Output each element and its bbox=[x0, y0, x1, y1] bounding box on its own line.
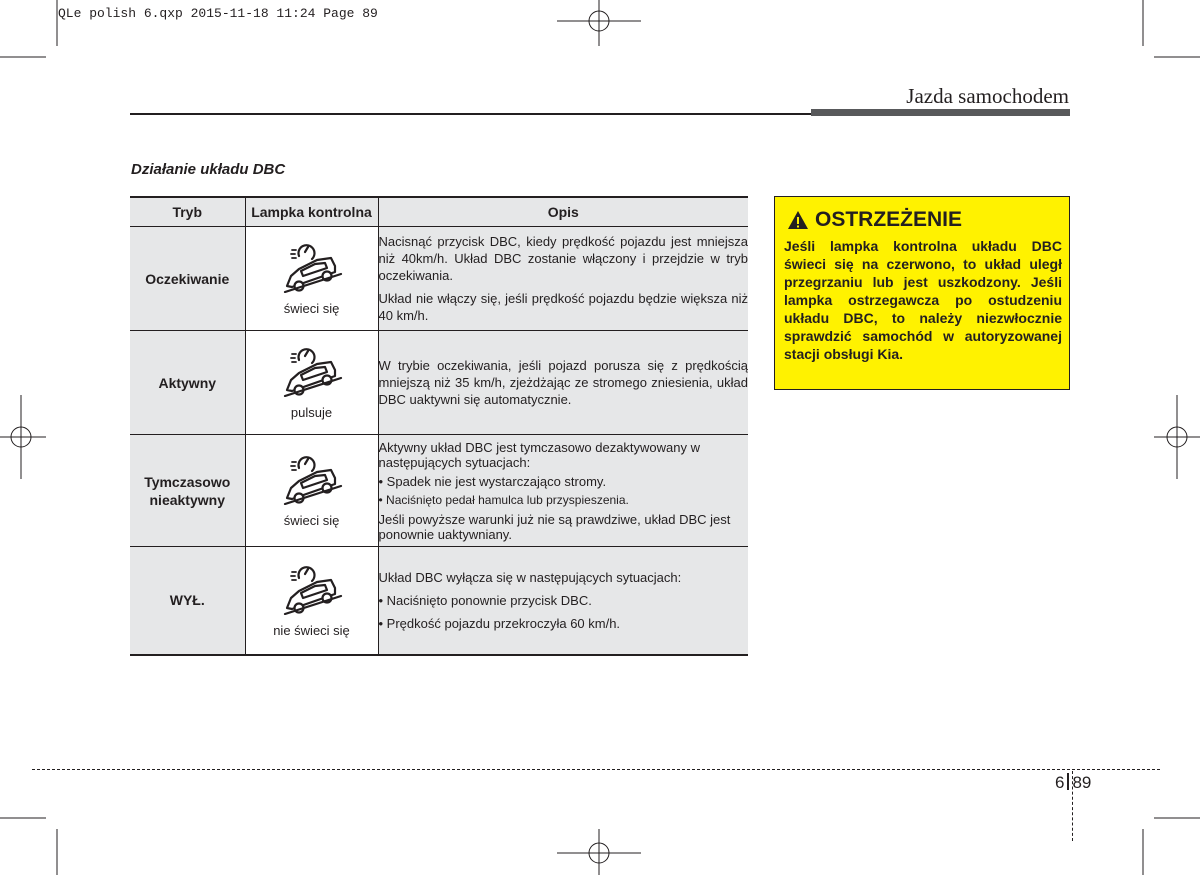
chapter-number: 6 bbox=[1055, 773, 1065, 792]
bullet-item: • Prędkość pojazdu przekroczyła 60 km/h. bbox=[378, 615, 621, 631]
warning-triangle-icon bbox=[787, 210, 809, 230]
registration-mark-bottom bbox=[557, 829, 641, 875]
page-number-separator bbox=[1067, 773, 1069, 790]
header-mode: Tryb bbox=[130, 197, 245, 227]
registration-mark-top bbox=[557, 0, 641, 46]
description-cell bbox=[378, 435, 748, 547]
dbc-indicator-icon bbox=[277, 563, 347, 615]
table-header-row bbox=[130, 197, 748, 227]
description-paragraph: W trybie oczekiwania, jeśli pojazd porusza się z prędkością mniejszą niż 35 km/h, zjeżdżając ze stromego zniesienia, układ DBC uaktywni się automatycznie. bbox=[378, 358, 748, 407]
dbc-indicator-icon bbox=[277, 241, 347, 293]
bullet-item: • Naciśnięto pedał hamulca lub przyspieszenia. bbox=[378, 492, 629, 507]
lamp-status-label: świeci się bbox=[283, 301, 340, 316]
warning-header bbox=[787, 208, 962, 232]
table-row bbox=[130, 227, 748, 331]
page-number-value: 89 bbox=[1072, 773, 1092, 792]
description-paragraph: Aktywny układ DBC jest tymczasowo dezaktywowany w następujących sytuacjach: bbox=[378, 439, 701, 470]
table-row bbox=[130, 331, 748, 435]
description-paragraph: Układ DBC wyłącza się w następujących sytuacjach: bbox=[378, 569, 682, 585]
page-number bbox=[1055, 773, 1091, 793]
section-subtitle: Działanie układu DBC bbox=[131, 161, 286, 178]
mode-cell: Oczekiwanie bbox=[130, 227, 245, 331]
print-slug: QLe polish 6.qxp 2015-11-18 11:24 Page 89 bbox=[58, 6, 378, 21]
lamp-status-label: pulsuje bbox=[290, 405, 333, 420]
description-cell bbox=[378, 227, 748, 331]
lamp-cell bbox=[245, 331, 378, 435]
registration-mark-left bbox=[0, 395, 46, 479]
mode-cell: Tymczasowo nieaktywny bbox=[130, 435, 245, 547]
header-rule bbox=[130, 113, 811, 115]
registration-mark-right bbox=[1154, 395, 1200, 479]
lamp-status-label: świeci się bbox=[283, 513, 340, 528]
table-row bbox=[130, 547, 748, 655]
lamp-cell bbox=[245, 547, 378, 655]
mode-cell: WYŁ. bbox=[130, 547, 245, 655]
footer-divider bbox=[32, 769, 1160, 770]
bullet-item: • Naciśnięto ponownie przycisk DBC. bbox=[378, 592, 592, 608]
description-cell bbox=[378, 331, 748, 435]
dbc-indicator-icon bbox=[277, 453, 347, 505]
description-paragraph: Nacisnąć przycisk DBC, kiedy prędkość pojazdu jest mniejsza niż 40km/h. Układ DBC zostanie włączony i przejdzie w tryb oczekiwania. bbox=[378, 234, 748, 283]
bullet-item: • Spadek nie jest wystarczająco stromy. bbox=[378, 473, 607, 489]
lamp-cell bbox=[245, 435, 378, 547]
description-paragraph: Jeśli powyższe warunki już nie są prawdziwe, układ DBC jest ponownie uaktywniany. bbox=[378, 511, 731, 542]
header-lamp: Lampka kontrolna bbox=[245, 197, 378, 227]
header-bar bbox=[811, 109, 1070, 116]
table-row bbox=[130, 435, 748, 547]
chapter-title: Jazda samochodem bbox=[906, 84, 1069, 108]
lamp-status-label: nie świeci się bbox=[273, 622, 350, 638]
lamp-cell bbox=[245, 227, 378, 331]
description-paragraph: Układ nie włączy się, jeśli prędkość pojazdu będzie większa niż 40 km/h. bbox=[378, 291, 748, 323]
dbc-indicator-icon bbox=[277, 345, 347, 397]
warning-text: Jeśli lampka kontrolna układu DBC świeci się na czerwono, to układ uległ przegrzaniu lub jest uszkodzony. Jeśli lampka ostrzegawcza po ostudzeniu układu DBC, to należy niezwłocznie sprawdzić samochód w autoryzowanej stacji obsługi Kia. bbox=[784, 238, 1062, 362]
description-cell bbox=[378, 547, 748, 655]
warning-title: OSTRZEŻENIE bbox=[815, 208, 963, 231]
mode-cell: Aktywny bbox=[130, 331, 245, 435]
header-description: Opis bbox=[378, 197, 748, 227]
dbc-table bbox=[130, 196, 748, 656]
warning-box bbox=[774, 196, 1070, 390]
